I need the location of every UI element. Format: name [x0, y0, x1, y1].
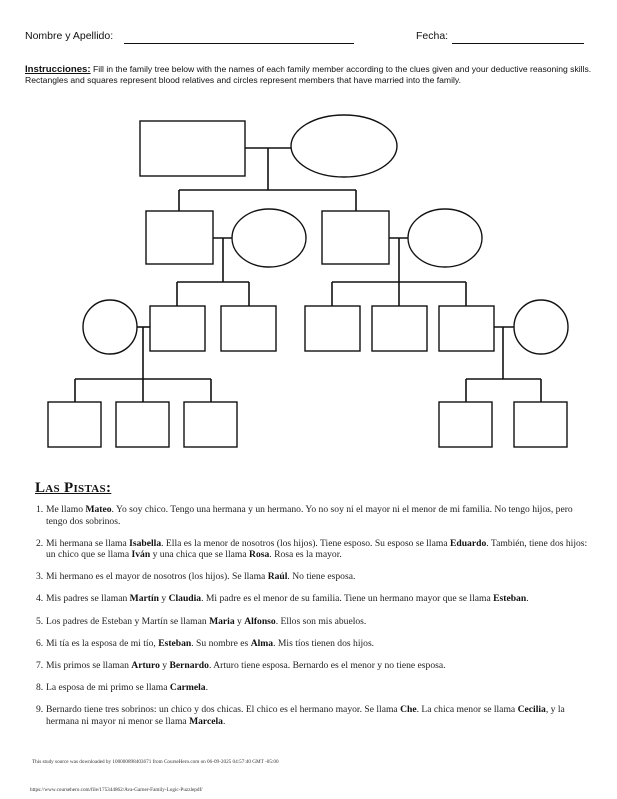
clue-name: Alma — [250, 637, 274, 649]
tree-box-grandfather[interactable] — [140, 121, 245, 176]
clue-number: 3. — [36, 571, 44, 583]
tree-circle-sister-husband[interactable] — [514, 300, 568, 354]
clue-item — [36, 571, 596, 583]
name-label: Nombre y Apellido: — [25, 30, 114, 42]
clue-text: . Mis tíos tienen dos hijos. — [273, 637, 375, 649]
clue-text: . — [205, 681, 208, 693]
instructions-body: Fill in the family tree below with the names of each family member according to the clues given and your deductive reasoning skills. Rectangles and squares represent blood relatives and circles represent members that have married into the family. — [25, 64, 592, 85]
clue-number: 4. — [36, 593, 44, 605]
clue-name: Rosa — [249, 549, 270, 561]
clue-name: Mateo — [85, 504, 112, 515]
clue-name: Bernardo — [169, 659, 209, 671]
clue-text: y una chica que se llama — [150, 549, 250, 561]
clue-item — [36, 538, 596, 561]
tree-box-child-1[interactable] — [48, 402, 101, 447]
clue-text: . Ellos son mis abuelos. — [275, 615, 367, 627]
clue-text: . Ella es la menor de nosotros (los hijos). Tiene esposo. Su esposo se llama — [161, 537, 450, 549]
tree-circle-grandmother[interactable] — [291, 115, 397, 177]
tree-box-sibling-2[interactable] — [372, 306, 427, 351]
clue-text: . Rosa es la mayor. — [269, 549, 342, 561]
clue-number: 8. — [36, 681, 44, 693]
clue-text: y — [158, 593, 169, 605]
clue-text: Bernardo tiene tres sobrinos: un chico y dos chicas. El chico es el hermano mayor. Se llama — [46, 703, 401, 715]
clue-text: La esposa de mi primo se llama — [46, 681, 170, 693]
clue-item — [36, 660, 596, 672]
clue-name: Raúl — [267, 571, 288, 583]
clue-name: Eduardo — [449, 537, 487, 549]
clue-name: Esteban — [493, 593, 527, 605]
tree-box-cousin-2[interactable] — [221, 306, 276, 351]
clue-number: 7. — [36, 659, 44, 671]
clue-text: Me llamo — [46, 504, 86, 515]
clue-text: y — [234, 615, 245, 627]
clue-name: Maria — [209, 615, 235, 627]
clue-number: 6. — [36, 637, 44, 649]
tree-box-child-3[interactable] — [184, 402, 237, 447]
clue-item — [36, 504, 596, 527]
clue-item — [36, 682, 596, 694]
download-watermark: This study source was downloaded by 100000898403671 from CourseHero.com on 06-09-2025 04:57:40 GMT -05:00 — [32, 759, 279, 765]
tree-box-child-5[interactable] — [514, 402, 567, 447]
clue-number: 5. — [36, 615, 44, 627]
tree-box-uncle[interactable] — [146, 211, 213, 264]
clue-number: 2. — [36, 537, 44, 549]
clue-text: . Mi padre es el menor de su familia. Tiene un hermano mayor que se llama — [201, 593, 494, 605]
clue-name: Claudia — [168, 593, 202, 605]
clue-number: 1. — [36, 504, 44, 515]
clue-text: . — [526, 593, 529, 605]
tree-circle-cousin-wife[interactable] — [83, 300, 137, 354]
clue-name: Arturo — [131, 659, 160, 671]
clue-text: Mi hermano es el mayor de nosotros (los hijos). Se llama — [46, 571, 268, 583]
clues-title: Las Pistas: — [35, 480, 112, 496]
clue-text: , y la hermana ni mayor ni menor se llama — [46, 703, 565, 727]
clue-name: Carmela — [169, 681, 206, 693]
clue-text: Mi tía es la esposa de mi tío, — [46, 637, 159, 649]
clue-text: Mis primos se llaman — [46, 659, 132, 671]
clue-name: Che — [400, 703, 417, 715]
clue-text: . Su nombre es — [191, 637, 251, 649]
clue-name: Isabella — [129, 537, 162, 549]
tree-box-cousin-1[interactable] — [150, 306, 205, 351]
clue-text: Mis padres se llaman — [46, 593, 130, 605]
clue-item — [36, 593, 596, 605]
clue-name: Alfonso — [244, 615, 276, 627]
clue-item — [36, 638, 596, 650]
clue-text: . Yo soy chico. Tengo una hermana y un hermano. Yo no soy ni el mayor ni el menor de mi familia. No tengo hijos, pero tengo dos sobrinos. — [46, 504, 573, 527]
clue-name: Esteban — [158, 637, 192, 649]
clue-text: . No tiene esposa. — [287, 571, 356, 583]
clue-text: Los padres de Esteban y Martín se llaman — [46, 615, 210, 627]
tree-circle-mother[interactable] — [408, 209, 482, 267]
clue-item — [36, 704, 596, 727]
instructions-lead: Instrucciones: — [25, 64, 91, 75]
tree-box-sibling-3[interactable] — [439, 306, 494, 351]
tree-connectors — [75, 148, 541, 402]
tree-box-father[interactable] — [322, 211, 389, 264]
clue-number: 9. — [36, 703, 44, 715]
clues-list — [36, 504, 596, 738]
clue-text: . La chica menor se llama — [416, 703, 518, 715]
clue-text: Mi hermana se llama — [46, 537, 130, 549]
date-label: Fecha: — [416, 30, 449, 42]
tree-box-sibling-1[interactable] — [305, 306, 360, 351]
clue-text: . — [222, 715, 226, 727]
clue-name: Cecilia — [517, 703, 546, 715]
clue-text: . Arturo tiene esposa. Bernardo es el menor y no tiene esposa. — [208, 659, 446, 671]
clue-item — [36, 616, 596, 628]
tree-circle-aunt[interactable] — [232, 209, 306, 267]
tree-box-child-4[interactable] — [439, 402, 492, 447]
clue-name: Iván — [131, 549, 151, 561]
tree-box-child-2[interactable] — [116, 402, 169, 447]
clue-name: Martín — [129, 593, 159, 605]
clue-text: y — [159, 659, 170, 671]
clue-name: Marcela — [189, 715, 223, 727]
clue-text: . También, tiene dos hijos: un chico que se llama — [46, 537, 588, 561]
footer-url[interactable]: https://www.coursehero.com/file/175344862/Ava-Garner-Family-Logic-Puzzlepdf/ — [30, 787, 203, 793]
